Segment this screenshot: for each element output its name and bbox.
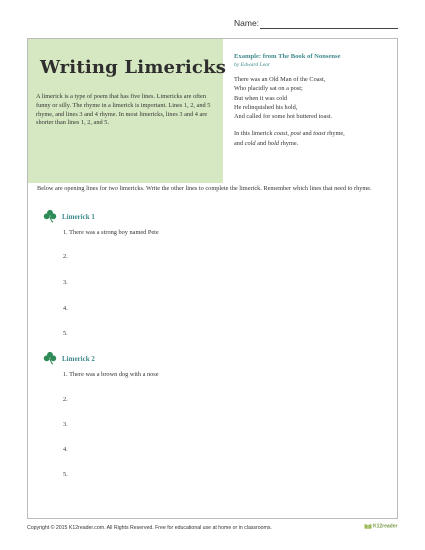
note-text: and (257, 139, 267, 147)
rhyme-word: coast (274, 130, 288, 138)
book-icon (364, 523, 372, 529)
k12reader-logo (364, 523, 397, 529)
name-row (0, 18, 425, 32)
limerick-line-blank[interactable]: 5. (63, 471, 68, 478)
note-text: rhyme, (327, 130, 345, 138)
limerick-line-blank[interactable]: 3. (63, 279, 68, 286)
worksheet-title: Writing Limericks (40, 57, 227, 78)
intro-panel (28, 39, 227, 183)
note-text: In this limerick (234, 130, 273, 138)
example-title: Example: from The Book of Nonsense (234, 53, 341, 60)
limerick-line-blank[interactable]: 5. (63, 330, 68, 337)
limerick-line-blank[interactable]: 3. (63, 421, 68, 428)
limerick-line-blank[interactable]: 2. (63, 253, 68, 260)
logo-text: K12reader (373, 523, 398, 530)
example-author: by Edward Lear (234, 62, 271, 68)
worksheet (27, 38, 398, 519)
poem-line: Who placidly sat on a post; (234, 85, 303, 93)
copyright-footer: Copyright © 2015 K12reader.com. All Rights Reserved. Free for educational use at home or in classrooms. (27, 525, 272, 531)
rhyme-word: post (290, 130, 302, 138)
rhyme-word: cold (244, 139, 256, 147)
example-note: In this limerick coast, post and toast rhyme, and cold and hold rhyme. (234, 130, 345, 147)
poem-line: But when it was cold (234, 94, 288, 102)
shamrock-icon (43, 209, 57, 223)
note-text: rhyme. (280, 139, 299, 147)
rhyme-word: toast (313, 130, 326, 138)
limerick-line: 1. There was a brown dog with a nose (63, 371, 159, 378)
rhyme-word: hold (267, 139, 279, 147)
limerick-line: 1. There was a strong boy named Pete (63, 229, 159, 236)
limerick-line-blank[interactable]: 4. (63, 305, 68, 312)
name-input-line[interactable] (260, 28, 398, 29)
note-text: and (234, 139, 244, 147)
example-poem (234, 75, 394, 121)
note-text: and (302, 130, 312, 138)
limerick-heading-label: Limerick 1 (62, 213, 95, 221)
example-section (234, 53, 394, 148)
poem-line: And called for some hot buttered toast. (234, 113, 333, 121)
name-label: Name: (234, 18, 260, 28)
limerick-line-blank[interactable]: 4. (63, 446, 68, 453)
shamrock-icon (43, 351, 57, 365)
poem-line: There was an Old Man of the Coast, (234, 76, 326, 83)
limerick-line-blank[interactable]: 2. (63, 396, 68, 403)
limerick-heading-label: Limerick 2 (62, 355, 95, 363)
instructions: Below are opening lines for two limericks. Write the other lines to complete the limerick. Remember which lines that need to rhyme. (37, 185, 372, 192)
intro-text: A limerick is a type of poem that has five lines. Limericks are often funny or silly. The rhyme in a limerick is important. Lines 1, 2, and 5 rhyme, and lines 3 and 4 rhyme. In most limericks, lines 3 and 4 are shorter than lines 1, 2, and 5. (36, 93, 211, 127)
poem-line: He relinquished his hold, (234, 103, 298, 111)
